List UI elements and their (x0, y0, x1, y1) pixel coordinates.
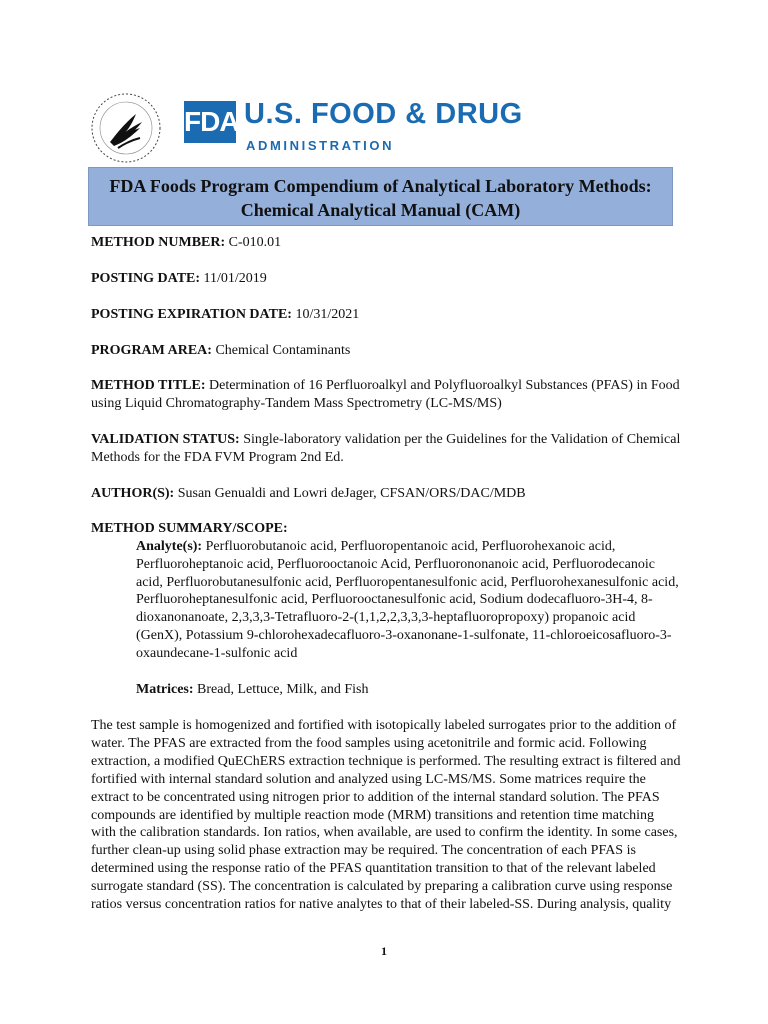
program-area (91, 342, 350, 360)
title-banner (88, 167, 673, 226)
validation-status-value: Single-laboratory validation per the Guidelines for the Validation of Chemical Methods for the FDA FVM Program 2nd Ed. (91, 432, 681, 465)
summary-heading (91, 520, 288, 538)
validation-status (91, 431, 681, 467)
matrices-label: Matrices: (136, 682, 194, 697)
program-area-value: Chemical Contaminants (215, 343, 351, 358)
summary-paragraph: The test sample is homogenized and fortified with isotopically labeled surrogates prior to the addition of water. The PFAS are extracted from the food samples using acetonitrile and formic acid. Following extraction, a modified QuEChERS extraction technique is performed. The resulting extract is filtered and fortified with internal standard solution and analyzed using LC-MS/MS. Some matrices require the extract to be concentrated using nitrogen prior to addition of the internal standard solution. The PFAS compounds are identified by multiple reaction mode (MRM) transitions and retention time matching with the calibration standards. Ion ratios, when available, are used to confirm the identity. In some cases, further clean-up using solid phase extraction may be required. The concentration of each PFAS is determined using the response ratio of the PFAS quantitation transition to that of the relevant labeled surrogate standard (SS). The concentration is calculated by preparing a calibration curve using response ratios versus concentration ratios for native analytes to that of their labeled-SS. During analysis, quality (91, 718, 681, 913)
expiration-date-value: 10/31/2021 (295, 307, 360, 322)
posting-date-value: 11/01/2019 (203, 271, 267, 286)
banner-line-1: FDA Foods Program Compendium of Analytical Laboratory Methods: (109, 176, 652, 196)
banner-line-2: Chemical Analytical Manual (CAM) (240, 200, 521, 220)
header-logos (88, 92, 523, 164)
posting-date-label: POSTING DATE: (91, 271, 201, 286)
method-number-label: METHOD NUMBER: (91, 235, 226, 250)
page-number: 1 (381, 944, 387, 958)
authors-value: Susan Genualdi and Lowri deJager, CFSAN/ORS/DAC/MDB (177, 486, 526, 501)
analytes (136, 538, 681, 663)
expiration-date (91, 306, 359, 324)
fda-logo: FDA (184, 101, 236, 143)
method-title-label: METHOD TITLE: (91, 378, 206, 393)
program-area-label: PROGRAM AREA: (91, 343, 212, 358)
agency-subtitle: ADMINISTRATION (246, 138, 395, 153)
method-title (91, 377, 681, 413)
matrices-value: Bread, Lettuce, Milk, and Fish (197, 682, 369, 697)
analytes-value: Perfluorobutanoic acid, Perfluoropentanoic acid, Perfluorohexanoic acid, Perfluoroheptanoic acid, Perfluorooctanoic Acid, Perfluorononanoic acid, Perfluorodecanoic acid, Perfluorobutanesulfonic acid, Perfluoropentanesulfonic acid, Perfluorohexanesulfonic acid, Perfluoroheptanesulfonic acid, Perfluorooctanesulfonic acid, Sodium dodecafluoro-3H-4, 8-dioxanonanoate, 2,3,3,3-Tetrafluoro-2-(1,1,2,2,3,3,3-heptafluoropropoxy) propanoic acid (GenX), Potassium 9-chlorohexadecafluoro-3-oxanonane-1-sulfonate, 11-chloroeicosafluoro-3-oxaundecane-1-sulfonic acid (136, 539, 679, 661)
posting-date (91, 270, 267, 288)
analytes-label: Analyte(s): (136, 539, 203, 554)
method-number (91, 234, 281, 252)
authors (91, 485, 526, 503)
hhs-seal-icon (88, 92, 164, 164)
validation-status-label: VALIDATION STATUS: (91, 432, 240, 447)
agency-name: U.S. FOOD & DRUG (244, 98, 523, 130)
matrices (136, 681, 681, 699)
summary-label: METHOD SUMMARY/SCOPE: (91, 521, 288, 536)
expiration-date-label: POSTING EXPIRATION DATE: (91, 307, 292, 322)
authors-label: AUTHOR(S): (91, 486, 175, 501)
method-number-value: C-010.01 (228, 235, 282, 250)
method-title-value: Determination of 16 Perfluoroalkyl and Polyfluoroalkyl Substances (PFAS) in Food using Liquid Chromatography-Tandem Mass Spectrometry (LC-MS/MS) (91, 378, 680, 411)
